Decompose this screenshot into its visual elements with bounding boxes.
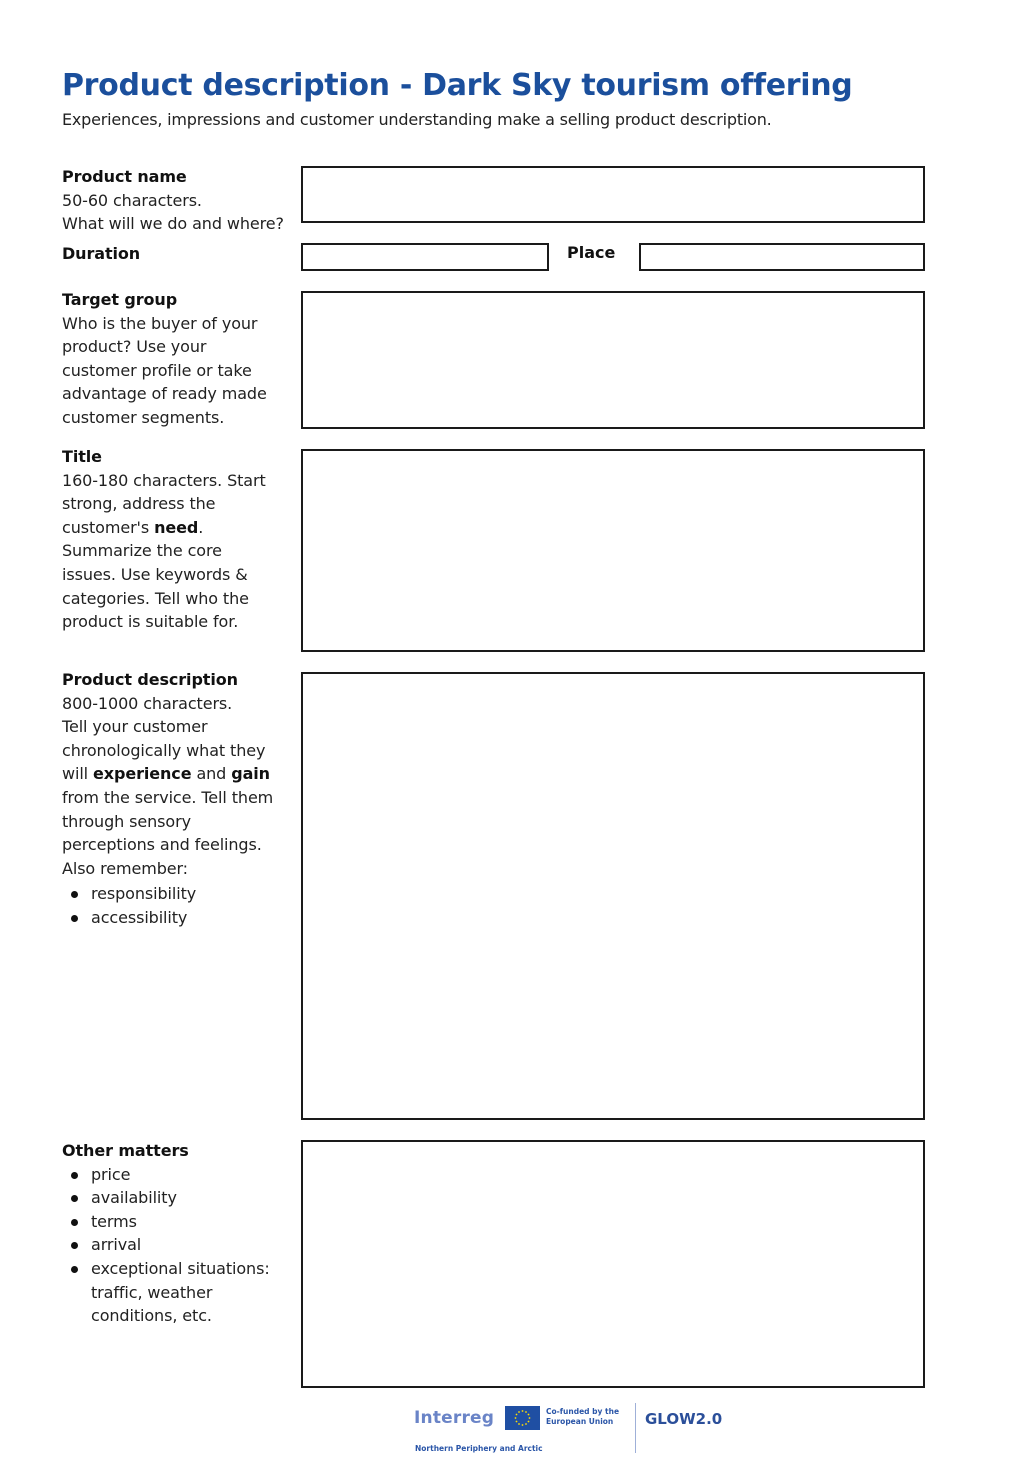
product-description-label [62,668,280,930]
bullet-item: price [91,1163,280,1187]
logo-divider [635,1403,636,1453]
duration-label [62,242,292,266]
product-description-bold-b: gain [231,764,270,784]
product-description-bullets [62,882,280,929]
target-group-field[interactable] [301,291,925,429]
other-matters-bullets [62,1163,280,1328]
product-name-hint-2: What will we do and where? [62,214,284,234]
bullet-item: accessibility [91,906,280,930]
title-hint-bold: need [154,517,199,537]
target-group-label [62,288,277,430]
product-name-field[interactable] [301,166,925,223]
place-field[interactable] [639,243,925,271]
page-subtitle: Experiences, impressions and customer understanding make a selling product description. [62,110,772,129]
program-name: Northern Periphery and Arctic [415,1444,543,1453]
product-name-label [62,165,292,236]
product-description-hint-a: Tell your customer chronologically what they will [62,717,266,784]
product-description-hint-c: from the service. Tell them through sensory perceptions and feelings. Also remember: [62,787,274,878]
product-description-hint-b: and [191,764,232,784]
page-title: Product description - Dark Sky tourism offering [62,68,853,103]
interreg-logo: Interreg [414,1408,495,1428]
footer-logos [414,1402,734,1457]
product-name-heading: Product name [62,167,187,186]
place-heading: Place [567,243,616,262]
cofunded-text: Co-funded by the European Union [546,1407,620,1426]
product-description-bold-a: experience [93,764,192,784]
title-hint-b: . Summarize the core issues. Use keywords & categories. Tell who the product is suitable for. [62,517,249,632]
title-heading: Title [62,447,102,466]
other-matters-label [62,1139,280,1328]
title-field[interactable] [301,449,925,652]
other-matters-heading: Other matters [62,1141,189,1160]
title-hint-a: 160-180 characters. Start strong, address the customer's [62,470,266,537]
duration-heading: Duration [62,244,141,263]
title-label [62,445,277,634]
duration-field[interactable] [301,243,549,271]
product-description-field[interactable] [301,672,925,1120]
eu-flag-icon [505,1406,540,1430]
product-name-hint-1: 50-60 characters. [62,190,202,210]
product-description-length: 800-1000 characters. [62,693,233,713]
bullet-item: responsibility [91,882,280,906]
product-description-heading: Product description [62,670,238,689]
bullet-item: terms [91,1210,280,1234]
glow-logo: GLOW2.0 [645,1410,723,1428]
bullet-item: arrival [91,1233,280,1257]
bullet-item: exceptional situations: traffic, weather conditions, etc. [91,1257,280,1328]
other-matters-field[interactable] [301,1140,925,1388]
target-group-heading: Target group [62,290,178,309]
target-group-hint: Who is the buyer of your product? Use your customer profile or take advantage of ready made customer segments. [62,313,267,427]
bullet-item: availability [91,1186,280,1210]
